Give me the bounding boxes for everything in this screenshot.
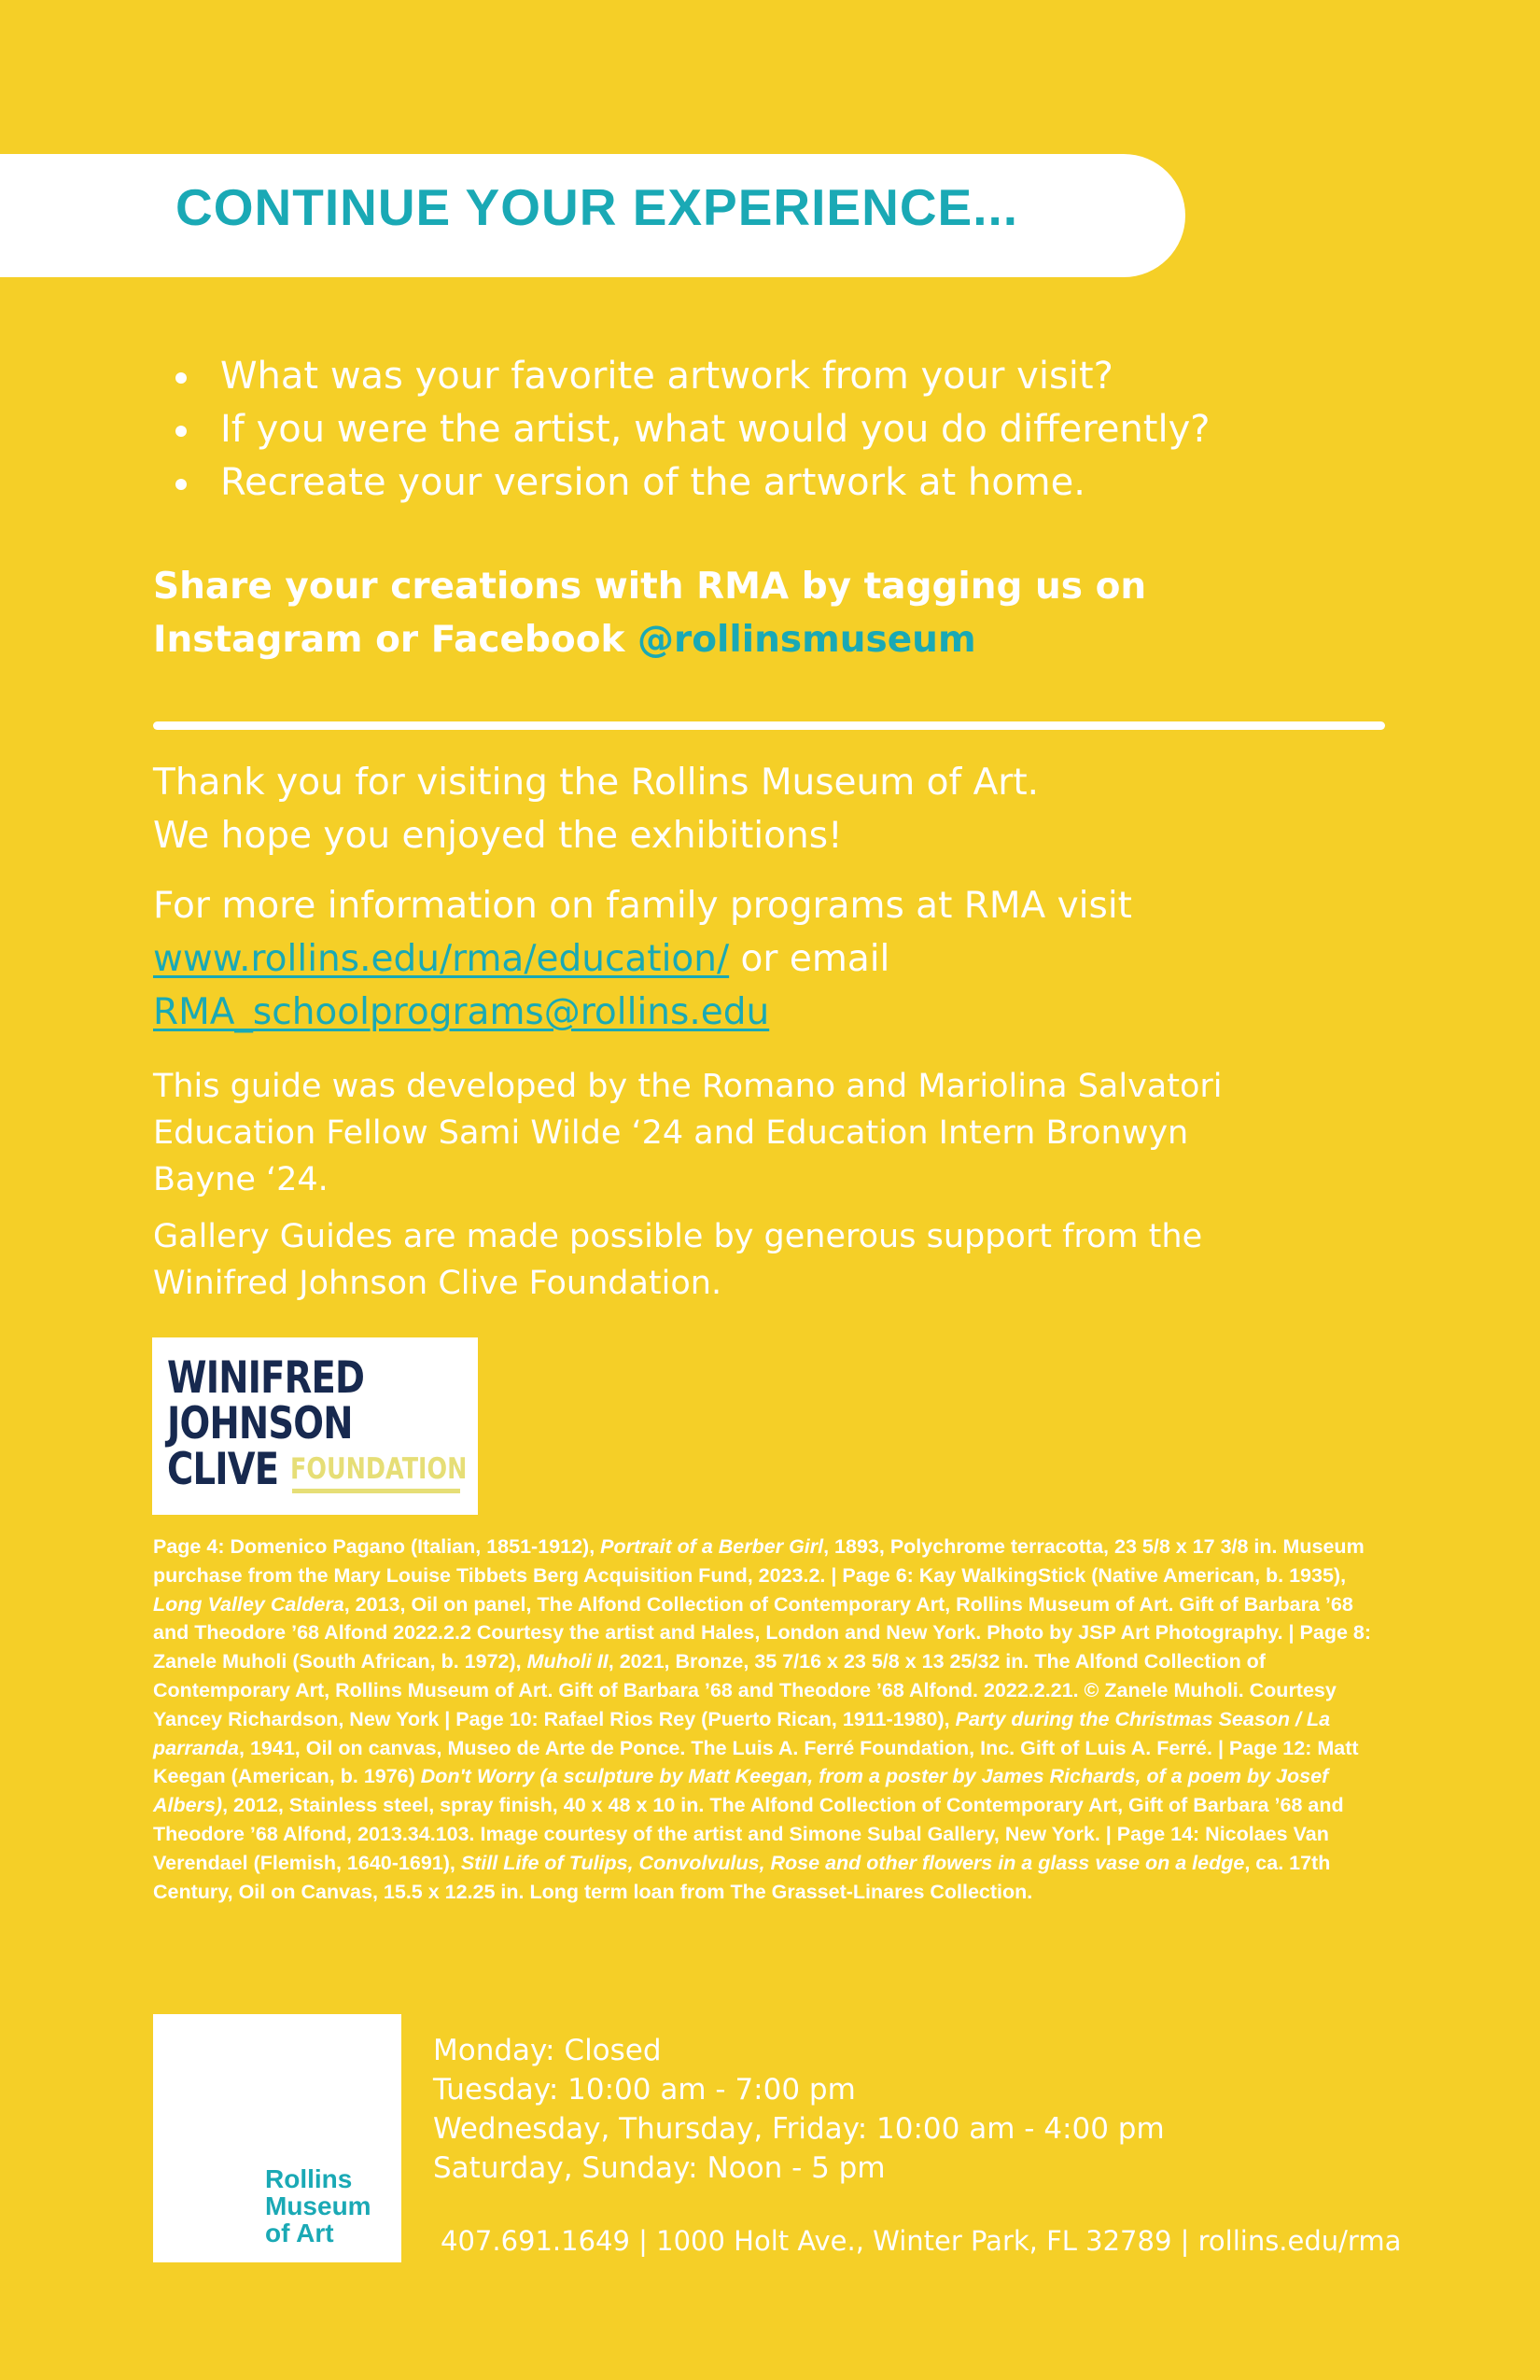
credit-text: , 1893, Polychrome terracotta, 23 5/8 x 17 3/8 in. Museum purchase from the Mary Louise Tibbets Berg Acquisition Fund, 2023.2. | Page 6: Kay WalkingStick (Native American, b. 1935), — [153, 1535, 1365, 1587]
credit-text: , 1941, Oil on canvas, Museo de Arte de Ponce. The Luis A. Ferré Foundation, Inc. Gift of Luis A. Ferré. | Page 12: Matt Keegan (American, b. 1976) — [153, 1736, 1359, 1788]
social-handle[interactable]: @rollinsmuseum — [637, 619, 976, 661]
thank-you-text: Thank you for visiting the Rollins Museum of Art. We hope you enjoyed the exhibitions! — [153, 762, 1040, 857]
credit-text: Page 4: Domenico Pagano (Italian, 1851-1912), — [153, 1535, 601, 1558]
logo-underline — [292, 1489, 460, 1493]
share-line-2: Instagram or Facebook @rollinsmuseum — [153, 619, 976, 661]
museum-logo — [153, 2014, 401, 2262]
credit-text: , 2012, Stainless steel, spray finish, 40 x 48 x 10 in. The Alfond Collection of Contemporary Art, Gift of Barbara ’68 and Theodore ’68 Alfond, 2013.34.103. Image courtesy of the artist and Simone Subal Gallery, New York. | Page 14: Nicolaes Van Verendael (Flemish, 1640-1691), — [153, 1794, 1344, 1874]
list-item: What was your favorite artwork from your visit? — [170, 350, 1211, 403]
artwork-title: Portrait of a Berber Girl — [600, 1535, 824, 1558]
bullet-icon — [175, 372, 187, 384]
credit-text: , ca. 17th Century, Oil on Canvas, 15.5 x 12.25 in. Long term loan from The Grasset-Linares Collection. — [153, 1851, 1331, 1903]
list-item: Recreate your version of the artwork at home. — [170, 456, 1211, 510]
credit-text: , 2013, Oil on panel, The Alfond Collection of Contemporary Art, Rollins Museum of Art. Gift of Barbara ’68 and Theodore ’68 Alfond 2022.2.2 Courtesy the artist and Hales, London and New York. Photo by JSP Art Photography. | Page 8: Zanele Muholi (South African, b. 1972), — [153, 1592, 1372, 1673]
artwork-title: Party during the Christmas Season / La parranda — [153, 1707, 1331, 1759]
artwork-title: Still Life of Tulips, Convolvulus, Rose and other flowers in a glass vase on a ledge — [460, 1851, 1245, 1874]
image-credits — [153, 1533, 1385, 1906]
museum-hours — [433, 2031, 1165, 2188]
email-link[interactable]: RMA_schoolprograms@rollins.edu — [153, 991, 770, 1033]
contact-info: 407.691.1649 | 1000 Holt Ave., Winter Park, FL 32789 | rollins.edu/rma — [441, 2225, 1402, 2257]
support-text: Gallery Guides are made possible by generous support from the Winifred Johnson Clive Foundation. — [153, 1218, 1203, 1302]
share-line-1: Share your creations with RMA by tagging us on — [153, 566, 1147, 608]
bullet-icon — [175, 479, 187, 490]
more-info-text: For more information on family programs at RMA visit www.rollins.edu/rma/education/ or email RMA_schoolprograms@rollins.edu — [153, 885, 1132, 1033]
page-title: CONTINUE YOUR EXPERIENCE... — [175, 178, 1019, 236]
foundation-logo: WINIFRED JOHNSON CLIVE FOUNDATION — [152, 1337, 478, 1515]
reflection-questions — [170, 350, 1211, 510]
hours-row: Tuesday: 10:00 am - 7:00 pm — [433, 2073, 856, 2107]
artwork-title: Don't Worry (a sculpture by Matt Keegan, from a poster by James Richards, of a poem by Josef Albers) — [153, 1765, 1329, 1817]
education-link[interactable]: www.rollins.edu/rma/education/ — [153, 938, 730, 980]
bullet-icon — [175, 426, 187, 437]
developed-by-text: This guide was developed by the Romano and Mariolina Salvatori Education Fellow Sami Wilde ‘24 and Education Intern Bronwyn Bayne ‘24. — [153, 1068, 1223, 1198]
credits-paragraph — [153, 1533, 1385, 1906]
hours-row: Saturday, Sunday: Noon - 5 pm — [433, 2151, 886, 2185]
list-item: If you were the artist, what would you do differently? — [170, 403, 1211, 456]
museum-logo-text: Rollins Museum of Art — [265, 2164, 371, 2247]
hours-row: Monday: Closed — [433, 2034, 662, 2067]
artwork-title: Muholi II — [526, 1650, 609, 1673]
share-callout — [153, 560, 1146, 666]
artwork-title: Long Valley Caldera — [153, 1592, 344, 1616]
hours-row: Wednesday, Thursday, Friday: 10:00 am - 4:00 pm — [433, 2112, 1165, 2146]
credit-text: , 2021, Bronze, 35 7/16 x 23 5/8 x 13 25/32 in. The Alfond Collection of Contemporary Art, Rollins Museum of Art. Gift of Barbara ’68 and Theodore ’68 Alfond. 2022.2.21. © Zanele Muholi. Courtesy Yancey Richardson, New York | Page 10: Rafael Rios Rey (Puerto Rican, 1911-1980), — [153, 1650, 1337, 1730]
section-divider — [153, 721, 1385, 730]
